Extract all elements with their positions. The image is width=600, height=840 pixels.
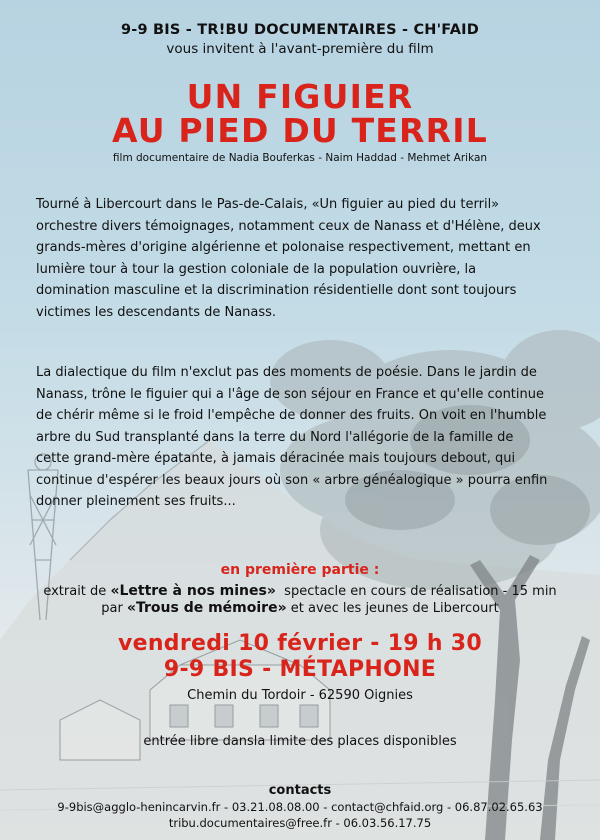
synopsis-line: victimes les descendants de Nanass. xyxy=(36,304,277,320)
synopsis-line: de chérir même si le froid l'empêche de donner des fruits. On voit en l'humble xyxy=(36,408,547,423)
synopsis-line: arbre du Sud transplanté dans la terre du Nord l'allégorie de la famille de xyxy=(36,429,514,445)
synopsis-line: La dialectique du film n'exclut pas des moments de poésie. Dans le jardin de xyxy=(36,365,537,380)
first-part-suffix: spectacle en cours de réalisation - 15 min xyxy=(275,584,557,599)
first-part-suffix: et avec les jeunes de Libercourt xyxy=(286,601,499,616)
synopsis-line: cette grand-mère épatante, à jamais déracinée mais toujours debout, qui xyxy=(36,451,516,466)
synopsis-line: grands-mères d'origine algérienne et polonaise respectivement, mettant en xyxy=(36,240,531,255)
contacts-heading: contacts xyxy=(268,783,332,798)
synopsis-line: continue d'espérer les beaux jours où son « arbre généalogique » pourra enfin xyxy=(36,472,548,488)
event-date-time: vendredi 10 février - 19 h 30 xyxy=(117,631,483,656)
contacts-line-1: 9-9bis@agglo-henincarvin.fr - 03.21.08.08.00 - contact@chfaid.org - 06.87.02.65.63 xyxy=(57,800,543,814)
contacts-line-2: tribu.documentaires@free.fr - 06.03.56.17.75 xyxy=(168,816,432,830)
first-part-heading: en première partie : xyxy=(220,562,380,578)
synopsis-line: Tourné à Libercourt dans le Pas-de-Calais, «Un figuier au pied du terril» xyxy=(36,197,500,212)
event-venue: 9-9 BIS - MÉTAPHONE xyxy=(163,657,437,682)
first-part-prefix: extrait de xyxy=(43,584,111,599)
first-part-prefix: par xyxy=(101,601,127,616)
synopsis-line: lumière tour à tour la gestion coloniale de la population ouvrière, la xyxy=(36,261,477,277)
entry-info: entrée libre dansla limite des places disponibles xyxy=(143,734,457,749)
film-title-line-2: AU PIED DU TERRIL xyxy=(112,111,488,150)
first-part-title: «Lettre à nos mines» xyxy=(110,583,276,599)
first-part-title: «Trous de mémoire» xyxy=(126,600,287,616)
film-credits: film documentaire de Nadia Bouferkas - Naim Haddad - Mehmet Arikan xyxy=(112,152,488,164)
organizers-line: 9-9 BIS - TR!BU DOCUMENTAIRES - CH'FAID xyxy=(121,22,479,38)
synopsis-line: donner pleinement ses fruits... xyxy=(36,494,236,509)
synopsis-line: Nanass, trône le figuier qui a l'âge de son séjour en France et qu'elle continue xyxy=(36,386,544,402)
first-part-line-1 xyxy=(0,583,600,599)
synopsis-paragraph-1 xyxy=(36,194,576,323)
film-title-line-1: UN FIGUIER xyxy=(186,77,414,116)
invitation-line: vous invitent à l'avant-première du film xyxy=(166,41,434,57)
synopsis-paragraph-2 xyxy=(36,362,576,513)
first-part-line-2 xyxy=(0,600,600,616)
synopsis-line: domination masculine et la discrimination résidentielle dont sont toujours xyxy=(36,283,517,298)
synopsis-line: orchestre divers témoignages, notamment ceux de Nanass et d'Hélène, deux xyxy=(36,218,541,234)
event-address: Chemin du Tordoir - 62590 Oignies xyxy=(187,688,413,703)
